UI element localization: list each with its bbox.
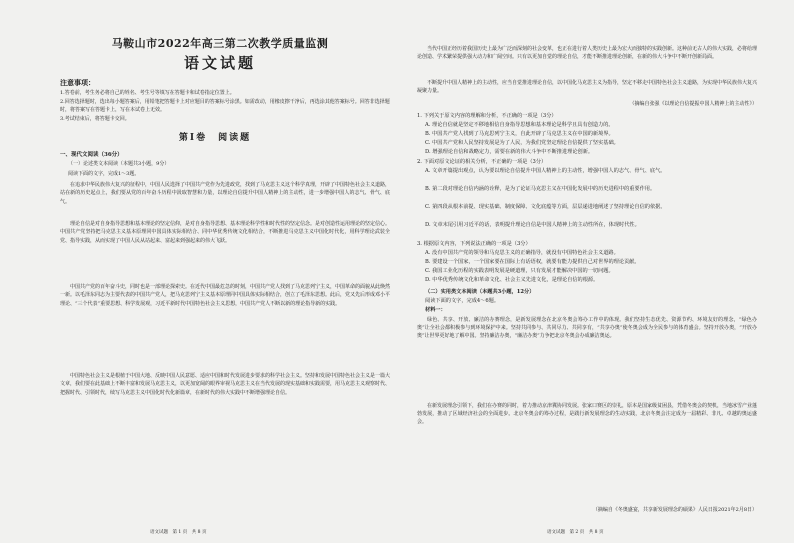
volume-title: 第Ⅰ卷 阅读题 bbox=[178, 133, 252, 143]
instruction: 阅读下面的文字，完成4～6题。 bbox=[425, 298, 500, 304]
notice-item: 2.回答选择题时，选出每小题答案后，用铅笔把答题卡上对应题目的答案标号涂黑。如需改动，用橡皮擦干净后，再选涂其他答案标号。回答非选择题时，将答案写在答题卡上，写在本试卷上无效。 bbox=[60, 99, 390, 113]
notice-heading: 注意事项： bbox=[60, 78, 95, 87]
question-option: D. 增强理论自信和战略定力，需要在新的伟大斗争中不断推进理论创新。 bbox=[425, 149, 594, 155]
subject-title: 语文试题 bbox=[183, 54, 256, 72]
question-option: D. 文章末尾引用习近平的话，表明提升理论自信是中国人精神上的主动性所在，体现时代性。 bbox=[425, 222, 640, 228]
passage-paragraph: 不断提升中国人精神上的主动性，应当自觉推进理论自信，以中国化马克思主义为指导，坚定不移走中国特色社会主义道路，为实现中华民族伟大复兴凝聚力量。 bbox=[417, 80, 758, 95]
question-1-stem: 1. 下列关于原文内容的理解和分析，不正确的一项是（3分） bbox=[417, 113, 557, 119]
notice-item: 1.答卷前，考生务必将自己的姓名、考生号等填写在答题卡和试卷指定位置上。 bbox=[60, 90, 235, 96]
page-2 bbox=[397, 0, 794, 543]
instruction: 阅读下面的文字，完成1～3题。 bbox=[68, 171, 140, 177]
question-3-stem: 3. 根据原文内容，下列说法正确的一项是（3分） bbox=[417, 241, 531, 247]
passage-source: （摘编自张强《以理论自信提振中国人精神上的主动性》） bbox=[629, 101, 757, 107]
question-option: C. 中国共产党和人民坚持发展是为了人民，为我们党坚定理论自信提供了坚实基础。 bbox=[425, 140, 619, 146]
passage-paragraph: 中国共产党的百年奋斗史，同时也是一部理论探索史。在近代中国最危急的时刻，中国共产党人找到了马克思列宁主义，中国革命的面貌从此焕然一新。以毛泽东同志为主要代表的中国共产党人，把马克思列宁主义基本原理同中国具体实际相结合，创立了毛泽东思想。此后，党又先后形成邓小平理论、“三个代表”重要思想、科学发展观，习近平新时代中国特色社会主义思想，中国共产党人不断以新的理论指导新的实践。 bbox=[60, 284, 391, 307]
section-heading: 一、现代文阅读（36分） bbox=[60, 152, 123, 158]
passage-paragraph: 中国特色社会主义是根植于中国大地、反映中国人民意愿、适应中国和时代发展进步要求的科学社会主义。坚持和发展中国特色社会主义是一篇大文章，我们要在此基础上不断丰富和发展马克思主义，以更加宽阔的眼界审视马克思主义在当代发展的现实基础和实践需要，用马克思主义观察时代、把握时代、引领时代，续写马克思主义中国化时代化新篇章，在新时代的伟大实践中不断增强理论自信。 bbox=[60, 373, 391, 396]
passage-paragraph: 绿色、共享、开放、廉洁的办赛理念，是新发展理念在北京冬奥会筹办工作中的体现。我们坚持生态优先、资源节约、环境友好的理念，“绿色办奥”让全社会都积极参与到环境保护中来。坚持共同参与、共同尽力、共同享有，“共享办奥”使冬奥会成为全民参与的体育盛会。坚持开放办奥，“开放办奥”让世界更好地了解中国。坚持廉洁办奥，“廉洁办奥”力争把北京冬奥会办成廉洁奥运。 bbox=[417, 317, 757, 340]
passage-paragraph: 在追求中华民族伟大复兴的征程中，中国人民选择了中国共产党作为先进政党，找到了马克思主义这个科学真理，开辟了中国特色社会主义道路，站在新的历史起点上，我们要从党的百年奋斗历程中汲取智慧和力量，以理论自信提升中国人精神上的主动性，进一步增强中国人的志气、骨气、底气。 bbox=[60, 182, 391, 205]
notice-item: 3.考试结束后，将答题卡交回。 bbox=[60, 116, 130, 122]
question-option: A. 文章开篇提出观点，认为要以理论自信提升中国人精神上的主动性，增强中国人的志气、骨气、底气。 bbox=[425, 168, 666, 174]
passage-source: （摘编自《冬奥盛宴，共享新发展理念的硕果》人民日报2021年2月8日） bbox=[592, 507, 757, 513]
exam-title: 马鞍山市2022年高三第二次教学质量监测 bbox=[111, 37, 329, 50]
question-option: D. 中华优秀传统文化和革命文化、社会主义先进文化，是理论自信的根源。 bbox=[425, 277, 599, 283]
subsection-heading: （二）实用类文本阅读（本题共3小题，12分） bbox=[425, 289, 535, 295]
page-footer: 语文试题 第 2 页 共 8 页 bbox=[547, 530, 604, 535]
question-2-stem: 2. 下面对原文论证的相关分析，不正确的一项是（3分） bbox=[417, 159, 547, 165]
question-option: A. 没有中国共产党的领导和马克思主义的正确指导，就没有中国特色社会主义道路。 bbox=[425, 250, 619, 256]
question-option: B. 第二段对理论自信内涵的诠释，是为了论证马克思主义在中国化发展中的历史进程中的重要作用。 bbox=[425, 186, 656, 192]
question-option: C. 我国工业化历程的实践表明发展是硬道理，只有发展才能解决中国的一切问题。 bbox=[425, 268, 614, 274]
question-option: A. 理论自信就是坚定不移地相信自身指导思想和基本理论是科学且具有创造力的。 bbox=[425, 122, 614, 128]
question-option: B. 要建设一个国家，一个国家要在国际上有话语权，就要有能力提供自己对世界的理论贡献。 bbox=[425, 259, 640, 265]
passage-paragraph: 在新发展理念引领下，我们在办赛的同时，着力推动京津冀协同发展。张家口赛区的崇礼，原本是国家级贫困县，凭借冬奥会的契机，当地冰雪产业蓬勃发展，推动了区域经济社会的全面进步。北京冬奥会的筹办过程，是践行新发展理念的生动实践，北京冬奥会注定成为一届精彩、非凡、卓越的奥运盛会。 bbox=[417, 403, 758, 426]
page-footer: 语文试题 第 1 页 共 8 页 bbox=[150, 530, 207, 535]
passage-paragraph: 当代中国正经历着我国历史上最为广泛而深刻的社会变革，也正在进行着人类历史上最为宏大而独特的实践创新。这种前无古人的伟大实践，必将给理论创造、学术繁荣提供强大动力和广阔空间。只有以更加自觉的理论自信，才能不断推进理论创新，在新的伟大斗争中不断开创新局面。 bbox=[417, 46, 758, 61]
question-option: B. 中国共产党人找到了马克思列宁主义，自此开辟了马克思主义在中国的新境界。 bbox=[425, 131, 614, 137]
material-label: 材料一： bbox=[425, 307, 446, 313]
subsection-heading: （一）论述类文本阅读（本题共3小题，9分） bbox=[68, 161, 170, 167]
passage-paragraph: 理论自信是对自身指导思想和基本理论的坚定信仰，是对自身指导思想、基本理论科学性和时代性的坚定信念。是对创造性运用理论的坚定信心。中国共产党坚持把马克思主义基本原理同中国具体实际相结合、同中华优秀传统文化相结合，不断推进马克思主义中国化时代化，用科学理论武装全党、指导实践，从而实现了中国人民从站起来、富起来到强起来的伟大飞跃。 bbox=[60, 221, 391, 244]
question-option: C. 第四段从根本前提、现实基础、制度保障、文化底蕴等方面，层层递进地阐述了坚持理论自信的依据。 bbox=[425, 204, 666, 210]
